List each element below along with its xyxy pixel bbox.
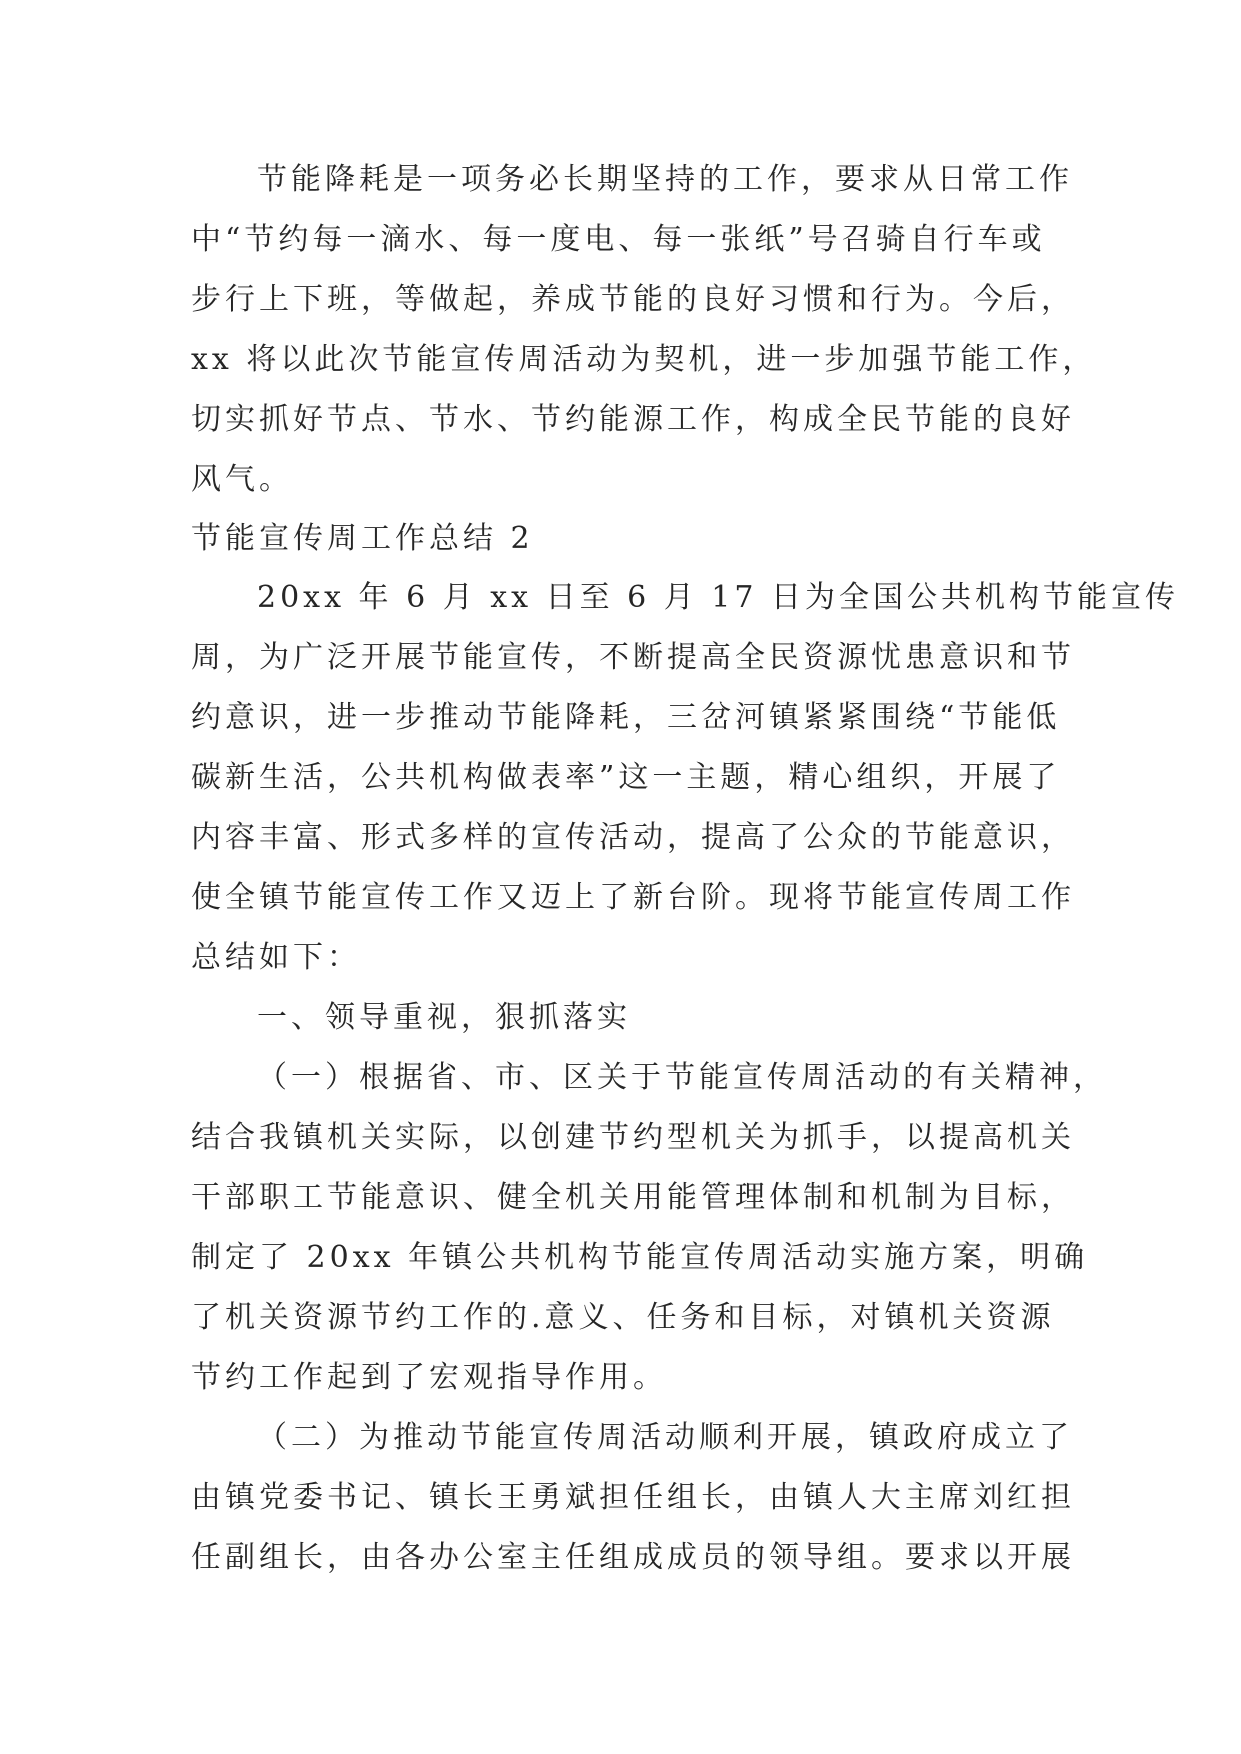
paragraph-line: 了机关资源节约工作的.意义、任务和目标，对镇机关资源: [191, 1300, 1055, 1335]
paragraph-line: （二）为推动节能宣传周活动顺利开展，镇政府成立了: [257, 1420, 1073, 1455]
paragraph-line: 节约工作起到了宏观指导作用。: [191, 1360, 667, 1395]
paragraph-line: （一）根据省、市、区关于节能宣传周活动的有关精神，: [257, 1060, 1107, 1095]
paragraph-line: 干部职工节能意识、健全机关用能管理体制和机制为目标，: [191, 1180, 1075, 1215]
paragraph-line: 使全镇节能宣传工作又迈上了新台阶。现将节能宣传周工作: [191, 880, 1075, 915]
paragraph-line: 结合我镇机关实际，以创建节约型机关为抓手，以提高机关: [191, 1120, 1075, 1155]
section-title: 节能宣传周工作总结 2: [191, 521, 534, 556]
paragraph-line: 制定了 20xx 年镇公共机构节能宣传周活动实施方案，明确: [191, 1240, 1089, 1275]
paragraph-line: 节能降耗是一项务必长期坚持的工作，要求从日常工作: [257, 162, 1073, 197]
paragraph-line: 碳新生活，公共机构做表率”这一主题，精心组织，开展了: [191, 760, 1061, 795]
paragraph-line: 切实抓好节点、节水、节约能源工作，构成全民节能的良好: [191, 402, 1075, 437]
paragraph-line: 总结如下：: [191, 940, 361, 975]
paragraph-line: 中“节约每一滴水、每一度电、每一张纸”号召骑自行车或: [191, 222, 1046, 257]
section-heading: 一、领导重视，狠抓落实: [257, 1000, 631, 1035]
paragraph-line: 周，为广泛开展节能宣传，不断提高全民资源忧患意识和节: [191, 640, 1075, 675]
paragraph-line: 风气。: [191, 462, 293, 497]
paragraph-line: 内容丰富、形式多样的宣传活动，提高了公众的节能意识，: [191, 820, 1075, 855]
paragraph-line: 步行上下班，等做起，养成节能的良好习惯和行为。今后，: [191, 282, 1075, 317]
paragraph-line: 由镇党委书记、镇长王勇斌担任组长，由镇人大主席刘红担: [191, 1480, 1075, 1515]
paragraph-line: 20xx 年 6 月 xx 日至 6 月 17 日为全国公共机构节能宣传: [257, 580, 1180, 615]
document-body: [191, 150, 1180, 1588]
paragraph-line: 任副组长，由各办公室主任组成成员的领导组。要求以开展: [191, 1540, 1075, 1575]
paragraph-line: 约意识，进一步推动节能降耗，三岔河镇紧紧围绕“节能低: [191, 700, 1061, 735]
paragraph-line: xx 将以此次节能宣传周活动为契机，进一步加强节能工作，: [191, 342, 1097, 377]
